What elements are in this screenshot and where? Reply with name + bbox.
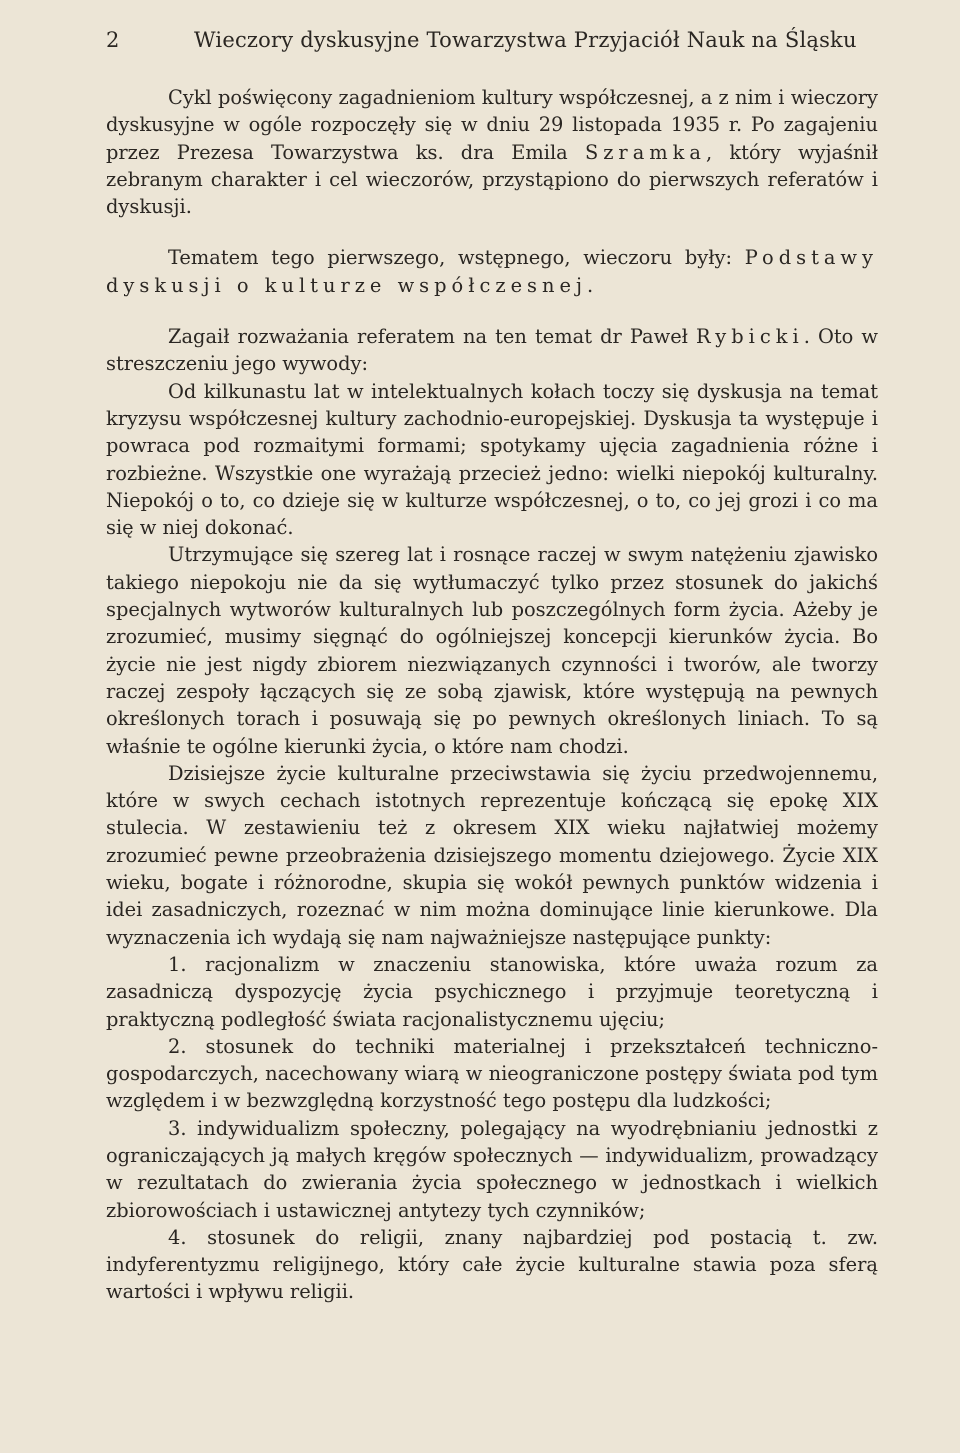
spaced-emphasis: Szramka (584, 140, 706, 164)
paragraph (106, 378, 878, 542)
text-run: 4. stosunek do religii, znany najbardziej pod postacią t. zw. indyferentyzmu religijnego, który całe życie kulturalne stawia poza sferą wartości i wpływu religii. (106, 1225, 878, 1304)
text-run: 2. stosunek do techniki materialnej i przekształceń techniczno-gospodarczych, nacechowany wiarą w nieograniczone postępy świata pod tym względem i w bezwzględną korzystność tego postępu dla ludzkości; (106, 1034, 878, 1113)
text-run: Cykl poświęcony zagadnieniom kultury współczesnej, a z nim i wieczory dyskusyjne w ogóle rozpoczęły się w dniu 29 listopada 1935 r. Po zagajeniu przez Prezesa Towarzystwa ks. dra Emila (106, 86, 878, 164)
paragraph (106, 84, 878, 220)
text-run: 1. racjonalizm w znaczeniu stanowiska, które uważa rozum za zasadniczą dyspozycję życia psychicznego i przyjmuje teoretyczną i praktyczną podległość świata racjonalistycznemu ujęciu; (106, 952, 878, 1031)
paragraph (106, 541, 878, 759)
spaced-emphasis: Podstawy dyskusji o kulturze współczesnej (106, 246, 878, 297)
paragraph (106, 951, 878, 1033)
text-run: . (586, 273, 594, 297)
text-run: Od kilkunastu lat w intelektualnych kołach toczy się dyskusja na temat kryzysu współczesnej kultury zachodnio-europejskiej. Dyskusja ta występuje i powraca pod rozmaitymi formami; spotykamy ujęcia zagadnienia różne i rozbieżne. Wszystkie one wyrażają przecież jedno: wielki niepokój kulturalny. Niepokój o to, co dzieje się w kulturze współczesnej, o to, co jej grozi i co ma się w niej dokonać. (106, 379, 878, 540)
paragraph (106, 760, 878, 951)
running-title: Wieczory dyskusyjne Towarzystwa Przyjaciół Nauk na Śląsku (194, 28, 857, 52)
text-run: Zagaił rozważania referatem na ten temat dr Paweł (168, 325, 697, 349)
paragraph (106, 1115, 878, 1224)
text-run: Utrzymujące się szereg lat i rosnące raczej w swym natężeniu zjawisko takiego niepokoju nie da się wytłumaczyć tylko przez stosunek do jakichś specjalnych wytworów kulturalnych lub poszczególnych form życia. Ażeby je zrozumieć, musimy sięgnąć do ogólniejszej koncepcji kierunków życia. Bo życie nie jest nigdy zbiorem niezwiązanych czynności i tworów, ale tworzy raczej zespoły łączących się ze sobą zjawisk, które występują na pewnych określonych torach i posuwają się po pewnych określonych liniach. To są właśnie te ogólne kierunki życia, o które nam chodzi. (106, 543, 878, 758)
text-run: . Oto w streszczeniu jego wywody: (106, 325, 878, 376)
page-number: 2 (106, 28, 120, 52)
paragraph (106, 1224, 878, 1306)
spaced-emphasis: Rybicki (696, 325, 804, 349)
body-text (106, 84, 878, 1306)
text-run: Tematem tego pierwszego, wstępnego, wieczoru były: (168, 246, 745, 270)
paragraph (106, 1033, 878, 1115)
running-header (106, 24, 886, 56)
text-run: 3. indywidualizm społeczny, polegający na wyodrębnianiu jednostki z ograniczających ją małych kręgów społecznych — indywidualizm, prowadzący w rezultatach do zwierania życia społecznego w jednostkach i wielkich zbiorowościach i ustawicznej antytezy tych czynników; (106, 1116, 878, 1222)
text-run: , który wyjaśnił zebranym charakter i cel wieczorów, przystąpiono do pierwszych referatów i dyskusji. (106, 140, 879, 219)
paragraph (106, 323, 878, 378)
paragraph (106, 244, 878, 299)
text-run: Dzisiejsze życie kulturalne przeciwstawia się życiu przedwojennemu, które w swych cechach istotnych reprezentuje kończącą się epokę XIX stulecia. W zestawieniu też z okresem XIX wieku najłatwiej możemy zrozumieć pewne przeobrażenia dzisiejszego momentu dziejowego. Życie XIX wieku, bogate i różnorodne, skupia się wokół pewnych punktów widzenia i idei zasadniczych, rozeznać w nim można dominujące linie kierunkowe. Dla wyznaczenia ich wydają się nam najważniejsze następujące punkty: (106, 761, 878, 949)
